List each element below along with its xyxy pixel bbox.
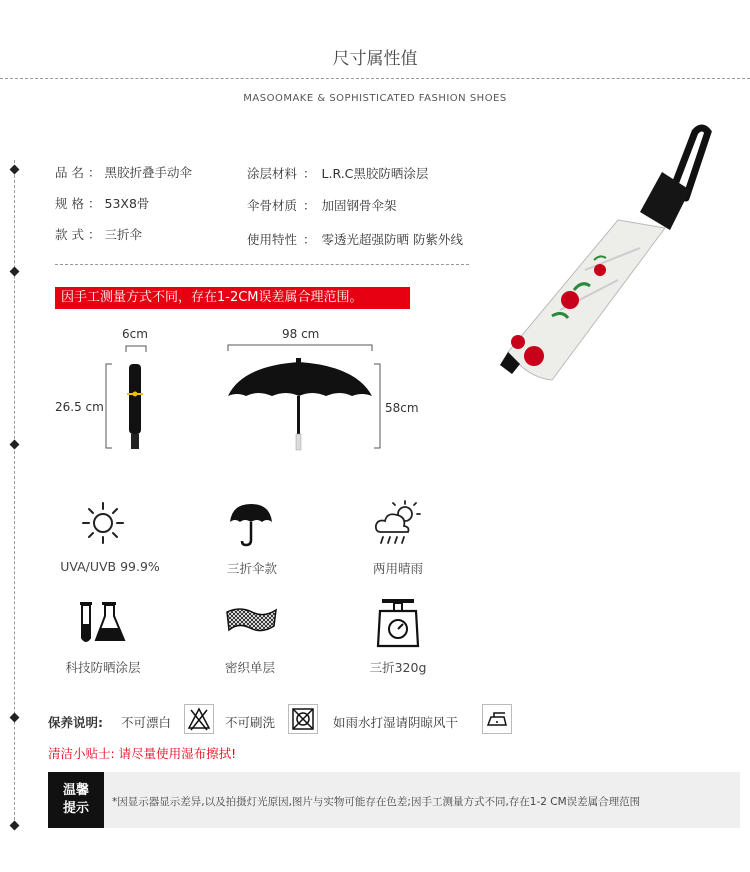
diamond-marker xyxy=(10,267,20,277)
folded-umbrella-diagram xyxy=(100,340,160,460)
left-guide-line xyxy=(14,160,15,830)
spec-feature: 使用特性 ： 零透光超强防晒 防紫外线 xyxy=(247,232,464,247)
brand-subtitle: MASOOMAKE & SOPHISTICATED FASHION SHOES xyxy=(243,93,507,104)
feature-label: 密织单层 xyxy=(224,660,275,675)
product-umbrella-image xyxy=(490,120,725,390)
lab-flask-icon xyxy=(76,598,130,646)
cleaning-tip: 清洁小贴士: 请尽量使用湿布擦拭! xyxy=(48,746,237,761)
diamond-marker xyxy=(10,713,20,723)
open-umbrella-diagram xyxy=(222,340,392,455)
iron-icon xyxy=(482,704,512,734)
open-height-label: 58cm xyxy=(385,401,419,415)
measurement-notice: 因手工测量方式不同，存在1-2CM误差属合理范围。 xyxy=(55,287,410,309)
diamond-marker xyxy=(10,440,20,450)
care-label: 不可漂白 xyxy=(121,715,172,730)
fabric-icon xyxy=(224,604,280,640)
top-divider xyxy=(0,78,750,79)
feature-label: UVA/UVB 99.9% xyxy=(60,559,160,574)
feature-label: 科技防晒涂层 xyxy=(65,660,141,675)
spec-name: 品 名 ： 黑胶折叠手动伞 xyxy=(55,165,193,180)
spec-divider xyxy=(55,264,469,265)
diamond-marker xyxy=(10,165,20,175)
folded-width-label: 6cm xyxy=(122,327,148,341)
spec-size: 规 格 ： 53X8骨 xyxy=(55,196,150,211)
feature-label: 两用晴雨 xyxy=(372,561,423,576)
weather-icon xyxy=(373,498,423,548)
spec-style: 款 式 ： 三折伞 xyxy=(55,227,143,242)
open-width-label: 98 cm xyxy=(282,327,320,341)
notice-label: 温馨 提示 xyxy=(48,772,104,828)
care-label: 如雨水打湿请阴晾风干 xyxy=(333,715,459,730)
scale-icon xyxy=(376,596,420,648)
no-bleach-icon xyxy=(184,704,214,734)
no-wash-icon xyxy=(288,704,318,734)
sun-icon xyxy=(80,500,126,546)
spec-coating: 涂层材料 ： L.R.C黑胶防晒涂层 xyxy=(247,166,429,181)
diamond-marker xyxy=(10,821,20,831)
umbrella-icon xyxy=(228,500,274,548)
notice-text: *因显示器显示差异,以及拍摄灯光原因,图片与实物可能存在色差;因手工测量方式不同,存在1-2 CM误差属合理范围 xyxy=(112,796,641,808)
spec-frame: 伞骨材质 ： 加固钢骨伞架 xyxy=(247,198,397,213)
feature-label: 三折320g xyxy=(369,660,427,675)
folded-height-label: 26.5 cm xyxy=(55,400,104,414)
care-title: 保养说明: xyxy=(48,715,103,730)
page-title: 尺寸属性值 xyxy=(332,49,418,69)
feature-label: 三折伞款 xyxy=(226,561,277,576)
care-label: 不可刷洗 xyxy=(225,715,276,730)
